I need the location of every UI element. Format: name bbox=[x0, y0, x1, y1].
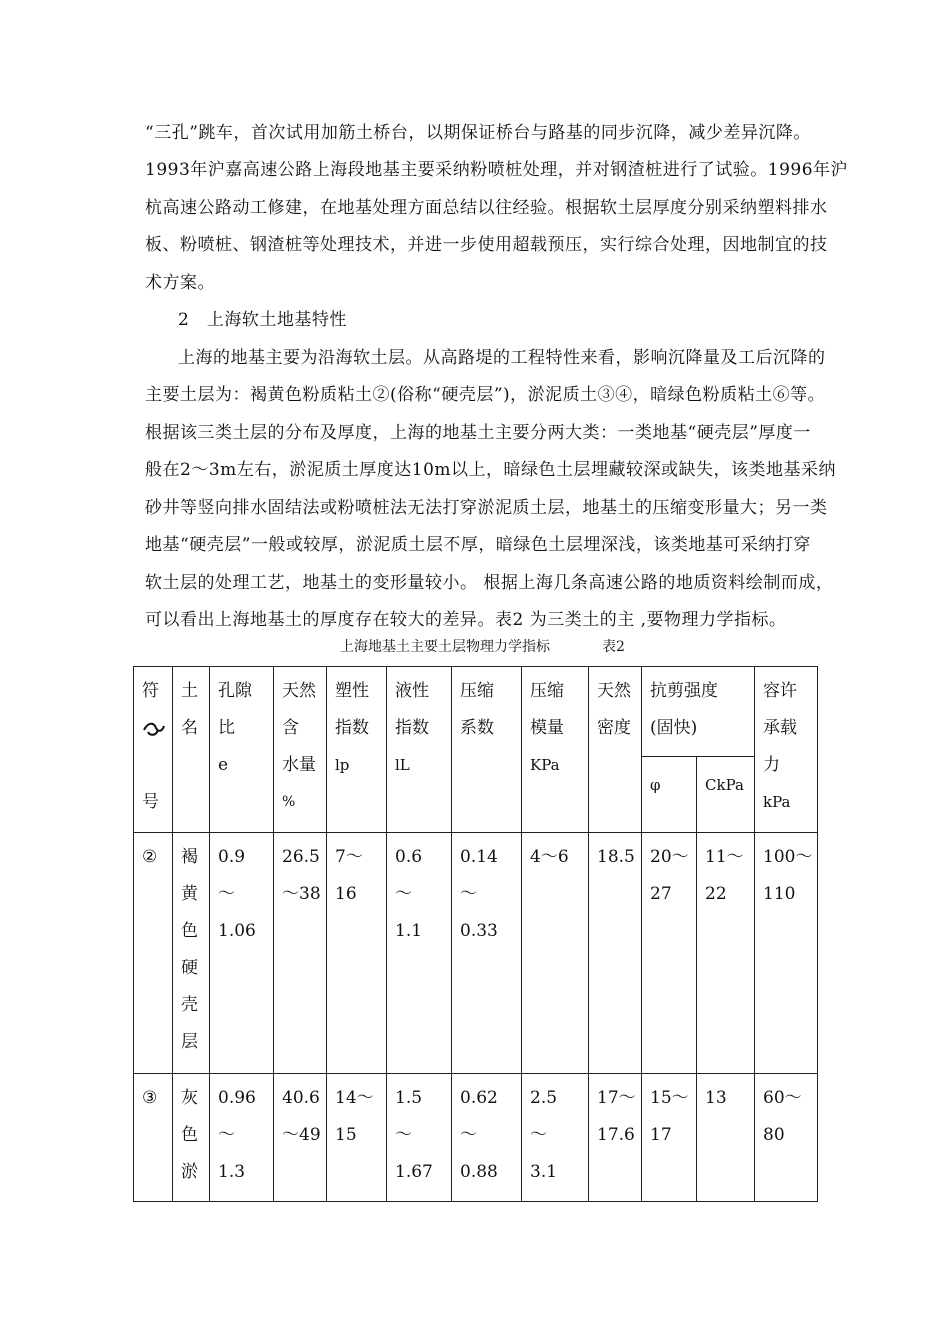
header-line: 密度 bbox=[597, 718, 631, 738]
cell-soil-name bbox=[173, 833, 210, 1074]
paragraph-line: 术方案。 bbox=[145, 273, 215, 293]
cell-line: 22 bbox=[705, 884, 727, 904]
header-line: 含 bbox=[282, 718, 299, 738]
header-line: kPa bbox=[763, 793, 791, 811]
header-line: 容许 bbox=[763, 681, 797, 701]
header-line: 孔隙 bbox=[218, 681, 252, 701]
paragraph-line: 可以看出上海地基土的厚度存在较大的差异。表2 为三类土的主 ,要物理力学指标。 bbox=[145, 610, 787, 630]
cell-value bbox=[589, 1074, 642, 1202]
paragraph-line: 软土层的处理工艺，地基土的变形量较小。 根据上海几条高速公路的地质资料绘制而成， bbox=[145, 573, 834, 593]
cell-line: ～ bbox=[530, 1125, 547, 1145]
header-symbol bbox=[134, 667, 173, 833]
cell-line: 灰 bbox=[181, 1088, 198, 1108]
cell-line: ～ bbox=[395, 884, 412, 904]
cell-line: 3.1 bbox=[530, 1162, 558, 1182]
header-density bbox=[589, 667, 642, 833]
cell-line: 1.1 bbox=[395, 921, 423, 941]
header-line: (固快) bbox=[650, 718, 698, 738]
cell-line: 20～ bbox=[650, 847, 689, 867]
cell-line: 硬 bbox=[181, 958, 198, 978]
cell-value bbox=[755, 833, 818, 1074]
cell-line: 60～ bbox=[763, 1088, 802, 1108]
header-line: 号 bbox=[142, 792, 159, 812]
cell-line: 0.88 bbox=[460, 1162, 498, 1182]
header-line: % bbox=[282, 794, 296, 810]
paragraph-line: 杭高速公路动工修建，在地基处理方面总结以往经验。根据软土层厚度分别采纳塑料排水 bbox=[145, 198, 828, 218]
header-friction-angle bbox=[642, 757, 697, 833]
cell-value bbox=[452, 833, 522, 1074]
soil-properties-table bbox=[133, 666, 818, 1202]
cell-symbol bbox=[134, 1074, 173, 1202]
header-line: 指数 bbox=[335, 718, 369, 738]
cell-value bbox=[697, 1074, 755, 1202]
cell-soil-name bbox=[173, 1074, 210, 1202]
cell-line: 40.6 bbox=[282, 1088, 320, 1108]
header-line: 压缩 bbox=[530, 681, 564, 701]
cell-value bbox=[387, 833, 452, 1074]
cell-line: 1.06 bbox=[218, 921, 256, 941]
header-line: 天然 bbox=[282, 681, 316, 701]
header-shear-strength bbox=[642, 667, 755, 757]
cell-line: ② bbox=[142, 847, 158, 867]
cell-line: 1.5 bbox=[395, 1088, 423, 1108]
cell-line: 14～ bbox=[335, 1088, 374, 1108]
header-line: 塑性 bbox=[335, 681, 369, 701]
header-line: 比 bbox=[218, 718, 235, 738]
cell-value bbox=[755, 1074, 818, 1202]
header-compression-modulus bbox=[522, 667, 589, 833]
header-plasticity-index bbox=[327, 667, 387, 833]
cell-line: 2.5 bbox=[530, 1088, 558, 1108]
paragraph-line: 砂井等竖向排水固结法或粉喷桩法无法打穿淤泥质土层，地基土的压缩变形量大；另一类 bbox=[145, 498, 828, 518]
cell-line: 80 bbox=[763, 1125, 785, 1145]
cell-line: ～ bbox=[460, 1125, 477, 1145]
cell-line: 0.9 bbox=[218, 847, 246, 867]
cell-line: 褐 bbox=[181, 847, 198, 867]
header-line: 土 bbox=[181, 681, 198, 701]
cell-value bbox=[697, 833, 755, 1074]
cell-value bbox=[327, 1074, 387, 1202]
section-heading: 2 上海软土地基特性 bbox=[178, 310, 347, 330]
cell-line: 15～ bbox=[650, 1088, 689, 1108]
cell-line: 100～ bbox=[763, 847, 813, 867]
cell-line: 色 bbox=[181, 921, 198, 941]
cell-line: ～ bbox=[460, 884, 477, 904]
cell-line: ～ bbox=[218, 884, 235, 904]
header-line: 抗剪强度 bbox=[650, 681, 718, 701]
paragraph-line: “三孔”跳车，首次试用加筋土桥台，以期保证桥台与路基的同步沉降，减少差异沉降。 bbox=[145, 123, 811, 143]
header-line: KPa bbox=[530, 756, 560, 774]
header-water-content bbox=[274, 667, 327, 833]
cell-value bbox=[327, 833, 387, 1074]
header-line: lL bbox=[395, 756, 410, 774]
cell-line: 淤 bbox=[181, 1162, 198, 1182]
header-soil-name bbox=[173, 667, 210, 833]
cell-value bbox=[642, 833, 697, 1074]
cell-value bbox=[522, 1074, 589, 1202]
table-caption-text: 上海地基土主要土层物理力学指标 bbox=[340, 639, 550, 655]
header-line: lp bbox=[335, 756, 350, 774]
header-line: 模量 bbox=[530, 718, 564, 738]
header-line: 承载 bbox=[763, 718, 797, 738]
cell-line: 黄 bbox=[181, 884, 198, 904]
cell-line: ～49 bbox=[282, 1125, 321, 1145]
cell-line: 110 bbox=[763, 884, 796, 904]
cell-line: 0.33 bbox=[460, 921, 498, 941]
paragraph-line: 上海的地基主要为沿海软土层。从高路堤的工程特性来看，影响沉降量及工后沉降的 bbox=[178, 348, 826, 368]
cell-symbol bbox=[134, 833, 173, 1074]
table-row bbox=[134, 1074, 818, 1202]
cell-line: 0.6 bbox=[395, 847, 423, 867]
cell-line: 26.5 bbox=[282, 847, 320, 867]
cell-line: 0.62 bbox=[460, 1088, 498, 1108]
header-bearing-capacity bbox=[755, 667, 818, 833]
cell-value bbox=[274, 1074, 327, 1202]
cell-line: 15 bbox=[335, 1125, 357, 1145]
cell-line: 0.96 bbox=[218, 1088, 256, 1108]
paragraph-line: 主要土层为：褐黄色粉质粘土②(俗称“硬壳层”)，淤泥质土③④，暗绿色粉质粘土⑥等。 bbox=[145, 385, 826, 405]
cell-value bbox=[387, 1074, 452, 1202]
cell-value bbox=[452, 1074, 522, 1202]
paragraph-line: 板、粉喷桩、钢渣桩等处理技术，并进一步使用超载预压，实行综合处理，因地制宜的技 bbox=[145, 235, 828, 255]
header-liquidity-index bbox=[387, 667, 452, 833]
header-line: 天然 bbox=[597, 681, 631, 701]
cell-line: 13 bbox=[705, 1088, 727, 1108]
cell-line: 1.3 bbox=[218, 1162, 246, 1182]
header-cohesion bbox=[697, 757, 755, 833]
header-line: e bbox=[218, 755, 229, 775]
header-line: 水量 bbox=[282, 755, 316, 775]
cell-line: 16 bbox=[335, 884, 357, 904]
header-line: 液性 bbox=[395, 681, 429, 701]
paragraph-line: 地基“硬壳层”一般或较厚，淤泥质土层不厚，暗绿色土层埋深浅，该类地基可采纳打穿 bbox=[145, 535, 811, 555]
paragraph-line: 根据该三类土层的分布及厚度，上海的地基土主要分两大类：一类地基“硬壳层”厚度一 bbox=[145, 423, 811, 443]
symbol-glyph-icon bbox=[142, 718, 166, 738]
cell-line: 11～ bbox=[705, 847, 744, 867]
paragraph-line: 般在2～3m左右，淤泥质土厚度达10m以上，暗绿色土层埋藏较深或缺失，该类地基采纳 bbox=[145, 460, 837, 480]
header-line: 名 bbox=[181, 718, 198, 738]
header-line: 指数 bbox=[395, 718, 429, 738]
cell-value bbox=[210, 833, 274, 1074]
cell-value bbox=[642, 1074, 697, 1202]
header-line: 力 bbox=[763, 755, 780, 775]
header-line: 符 bbox=[142, 681, 159, 701]
header-compression-coef bbox=[452, 667, 522, 833]
cell-line: 17 bbox=[650, 1125, 672, 1145]
header-line: 系数 bbox=[460, 718, 494, 738]
header-line: 压缩 bbox=[460, 681, 494, 701]
cell-line: 0.14 bbox=[460, 847, 498, 867]
cell-line: 17～ bbox=[597, 1088, 636, 1108]
cell-line: 4～6 bbox=[530, 847, 569, 867]
cell-value bbox=[522, 833, 589, 1074]
cell-line: 27 bbox=[650, 884, 672, 904]
cell-line: ～ bbox=[395, 1125, 412, 1145]
cell-line: ～38 bbox=[282, 884, 321, 904]
table-label: 表2 bbox=[602, 639, 625, 655]
cell-line: 17.6 bbox=[597, 1125, 635, 1145]
paragraph-line: 1993年沪嘉高速公路上海段地基主要采纳粉喷桩处理，并对钢渣桩进行了试验。1996年沪 bbox=[145, 160, 849, 180]
header-line: φ bbox=[650, 776, 661, 794]
cell-line: 层 bbox=[181, 1032, 198, 1052]
table-row bbox=[134, 833, 818, 1074]
cell-line: 7～ bbox=[335, 847, 363, 867]
cell-value bbox=[274, 833, 327, 1074]
cell-line: ③ bbox=[142, 1088, 158, 1108]
cell-value bbox=[589, 833, 642, 1074]
cell-line: 18.5 bbox=[597, 847, 635, 867]
header-symbol-glyph bbox=[142, 710, 172, 747]
cell-line: 壳 bbox=[181, 995, 198, 1015]
cell-line: 1.67 bbox=[395, 1162, 433, 1182]
cell-line: 色 bbox=[181, 1125, 198, 1145]
header-void-ratio bbox=[210, 667, 274, 833]
cell-line: ～ bbox=[218, 1125, 235, 1145]
table-caption bbox=[340, 637, 625, 657]
header-line: CkPa bbox=[705, 776, 744, 794]
cell-value bbox=[210, 1074, 274, 1202]
